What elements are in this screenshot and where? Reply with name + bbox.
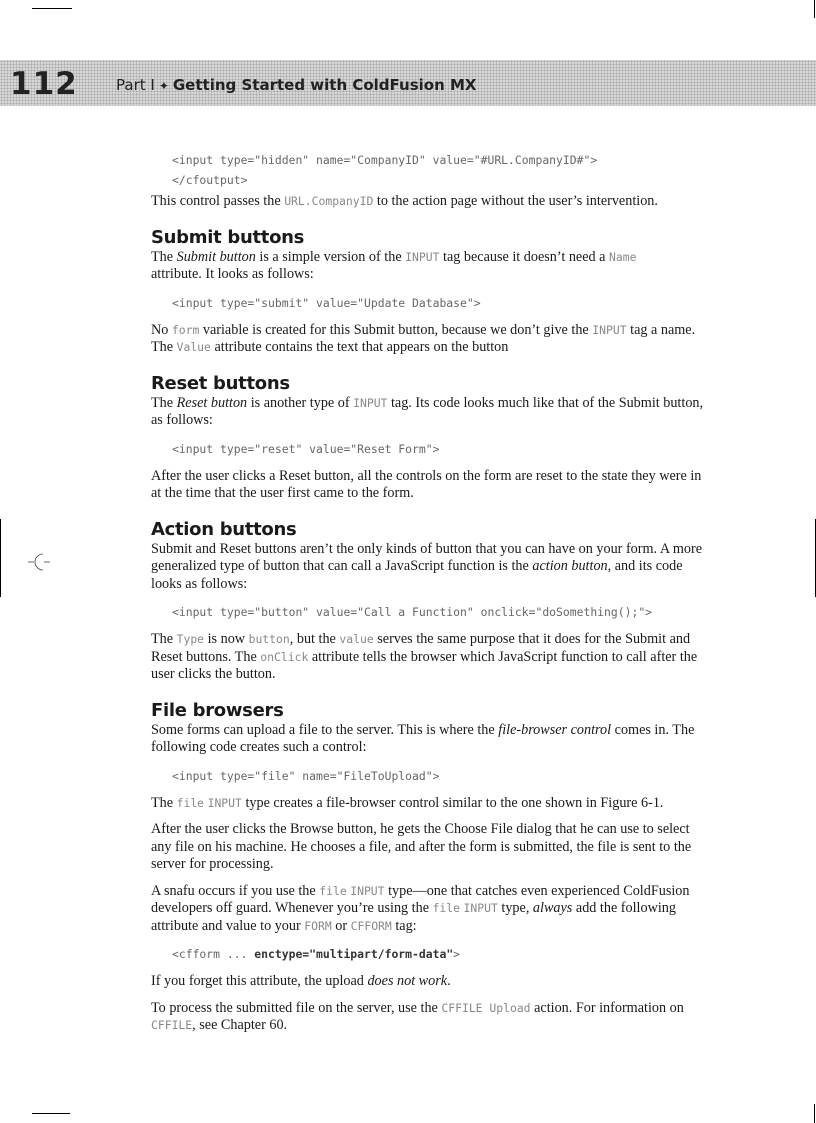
term: Submit button [176,248,256,265]
inline-code: file [319,883,347,898]
emphasis: always [532,900,573,916]
paragraph: Some forms can upload a file to the server. This is where the file-browser control comes in. The following code creates such a control: [151,721,695,755]
paragraph: The Type is now button, but the value serves the same purpose that it does for the Submit and Reset buttons. The onClick attribute tells the browser which JavaScript function to call after the user clicks the button. [151,631,698,682]
paragraph: The Reset button is another type of INPUT tag. Its code looks much like that of the Submit button, as follows: [151,394,704,428]
registration-mark-icon [28,551,50,573]
term: action button [532,558,608,574]
inline-code: button [248,632,290,646]
code-line: <cfform ... enctype="multipart/form-data"> [172,947,461,961]
crop-mark-top-right [814,0,815,18]
chapter-title: Getting Started with ColdFusion MX [172,76,477,94]
inline-code: CFFILE [151,1018,193,1032]
page-body [151,150,711,1035]
inline-code: INPUT [353,395,388,410]
separator-icon: ✦ [158,79,169,93]
code-line: <input type="reset" value="Reset Form"> [172,441,440,456]
paragraph: A snafu occurs if you use the file INPUT type—one that catches even experienced ColdFusion developers off guard. Whenever you’re using the file INPUT type, always add the following attribute and value to your FORM or CFFORM tag: [151,882,690,934]
inline-code: Value [176,340,211,354]
section-heading: Submit buttons [151,226,305,248]
code-line: <input type="hidden" name="CompanyID" value="#URL.CompanyID#"> [172,153,598,167]
inline-code: Type [176,632,205,646]
paragraph: The file INPUT type creates a file-browser control similar to the one shown in Figure 6-1. [151,794,664,811]
inline-code: FORM [304,918,332,933]
inline-code: Name [609,249,637,264]
code-line: <input type="file" name="FileToUpload"> [172,768,440,783]
code-line: <input type="submit" value="Update Database"> [172,295,481,310]
inline-code: INPUT [350,883,385,898]
paragraph: After the user clicks a Reset button, all the controls on the form are reset to the state they were in at the time that the user first came to the form. [151,467,702,501]
paragraph: This control passes the URL.CompanyID to the action page without the user’s intervention. [151,193,658,209]
inline-code: CFFILE Upload [441,1000,531,1015]
term: file-browser control [498,721,612,738]
crop-mark-top-left [32,8,72,9]
inline-code: form [171,322,200,337]
crop-mark-bottom-right [814,1104,815,1123]
inline-code: URL.CompanyID [284,194,374,208]
crop-mark-left-mid [0,519,1,597]
inline-code: file [432,901,460,915]
code-emphasis: enctype="multipart/form-data" [254,947,454,961]
inline-code: CFFORM [350,918,392,933]
emphasis: does not work [367,973,448,989]
paragraph: Submit and Reset buttons aren’t the only kinds of button that you can have on your form. A more generalized type of button that can call a JavaScript function is the action button, and its code looks as follows: [151,540,702,592]
section-heading: Action buttons [151,518,297,540]
inline-code: INPUT [405,249,440,264]
paragraph: After the user clicks the Browse button, he gets the Choose File dialog that he can use to select any file on his machine. He chooses a file, and after the form is submitted, the file is sent to the server for processing. [151,821,692,872]
inline-code: INPUT [592,322,627,337]
part-label: Part I [116,76,155,94]
paragraph: To process the submitted file on the server, use the CFFILE Upload action. For information on CFFILE, see Chapter 60. [151,999,684,1033]
crop-mark-bottom-left [32,1113,70,1114]
inline-code: INPUT [463,901,498,915]
inline-code: onClick [260,649,309,664]
inline-code: value [339,632,374,646]
code-line: <input type="button" value="Call a Function" onclick="doSomething();"> [172,605,653,619]
code-line: </cfoutput> [172,173,248,187]
running-header [116,76,477,94]
inline-code: file [176,795,205,810]
inline-code: INPUT [207,795,242,810]
paragraph: If you forget this attribute, the upload does not work. [151,973,451,989]
paragraph: The Submit button is a simple version of the INPUT tag because it doesn’t need a Name attribute. It looks as follows: [151,248,637,282]
page-number: 112 [10,66,78,102]
section-heading: Reset buttons [151,372,290,394]
section-heading: File browsers [151,699,284,721]
term: Reset button [176,394,248,411]
paragraph: No form variable is created for this Submit button, because we don’t give the INPUT tag a name. The Value attribute contains the text that appears on the button [151,321,696,355]
